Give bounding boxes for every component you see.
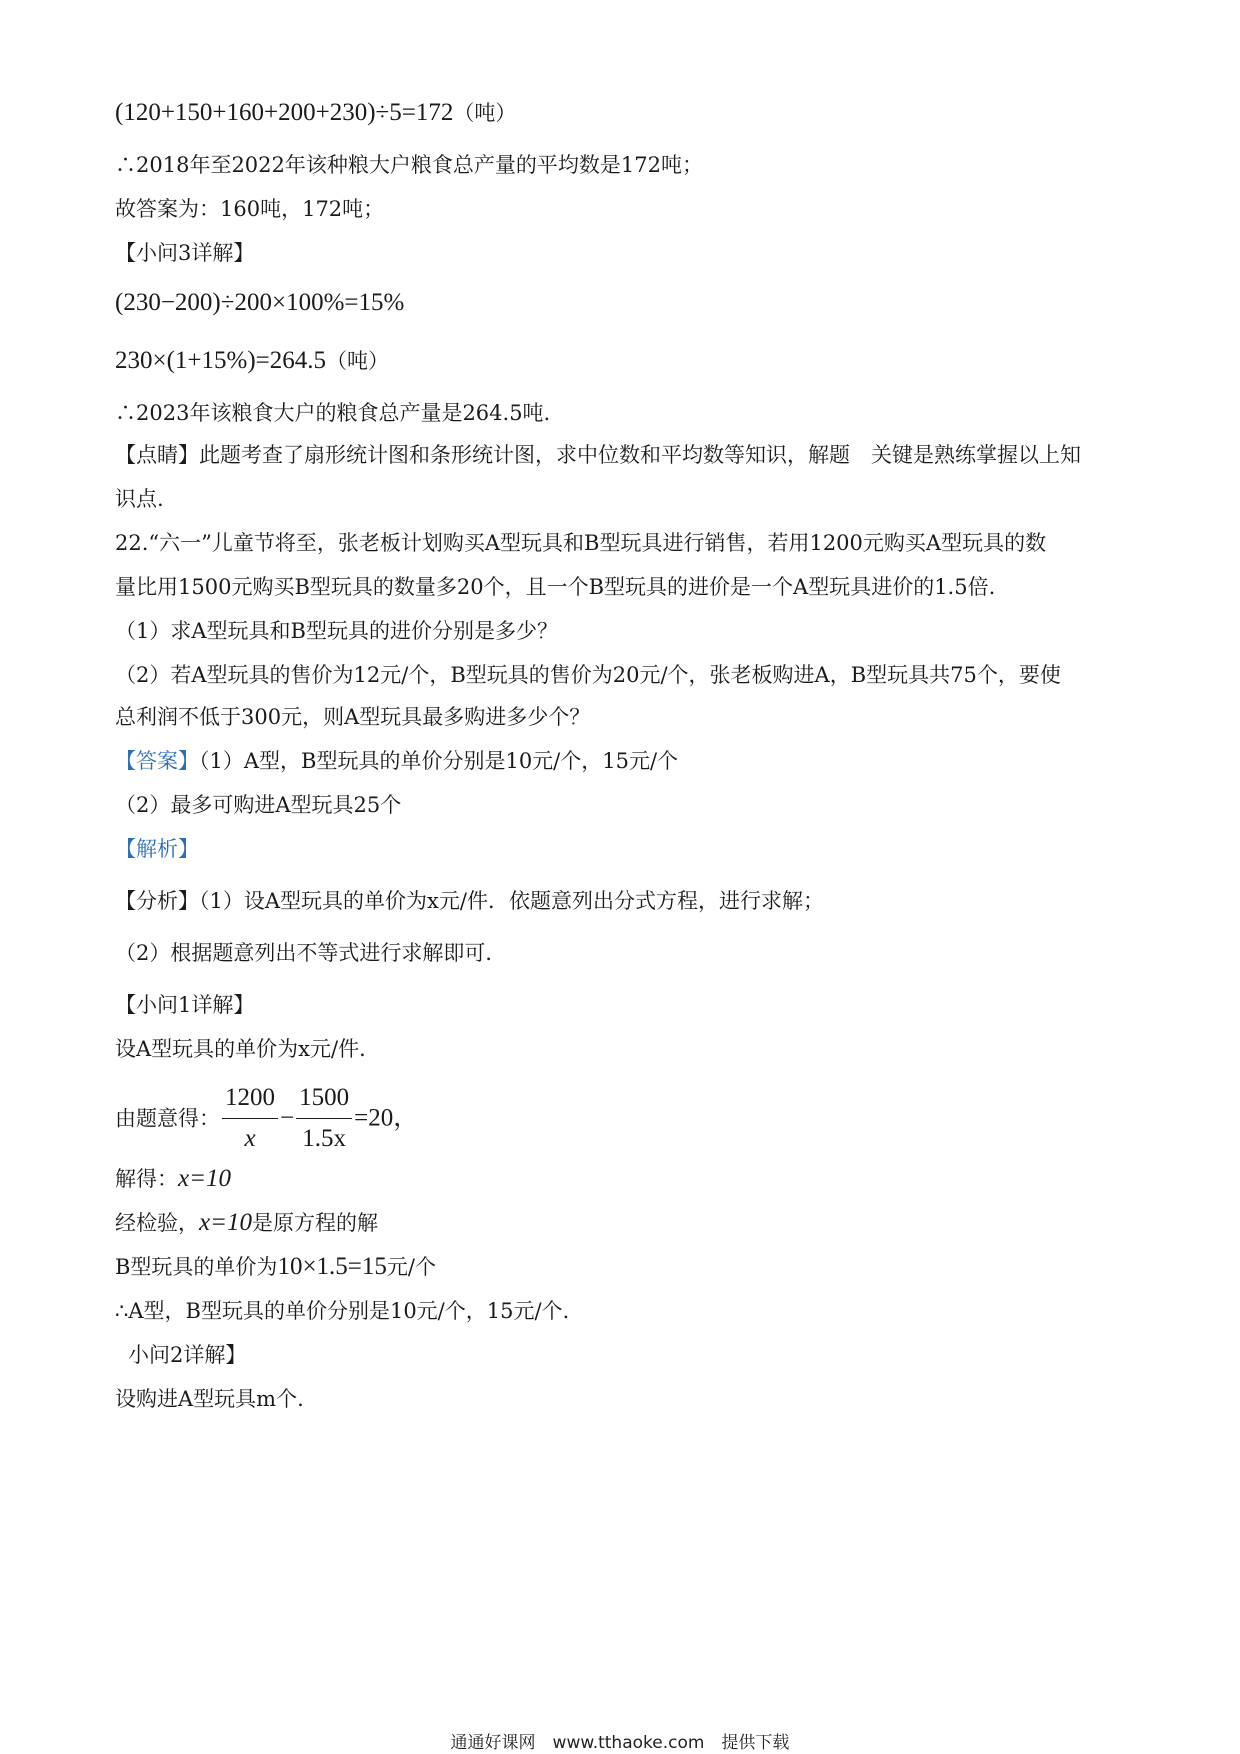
footer-watermark: 通通好课网 www.tthaoke.com 提供下载 xyxy=(450,1733,790,1753)
question-22-line-1: 22.“六一”儿童节将至，张老板计划购买A型玩具和B型玩具进行销售，若用1200元购买A型玩具的数 xyxy=(115,531,1047,555)
average-conclusion: ∴2018年至2022年该种粮大户粮食总产量的平均数是172吨； xyxy=(115,153,703,177)
fraction-equation-line: 由题意得： $\frac{1200}{x}$ − $\frac{1500}{1.5x}$ =20， xyxy=(115,1080,418,1157)
comment-line-1: 【点睛】此题考查了扇形统计图和条形统计图，求中位数和平均数等知识，解题 关键是熟练掌握以上知 xyxy=(115,443,1081,467)
final-q1-line: ∴A型，B型玩具的单价分别是10元/个，15元/个. xyxy=(115,1299,570,1323)
analysis-tag: 【解析】 xyxy=(115,837,199,861)
fraction-1200-over-x: $\frac{1200}{x}$ xyxy=(222,1080,278,1157)
let-x-line: 设A型玩具的单价为x元/件． xyxy=(115,1037,381,1061)
answer-line: 故答案为：160吨，172吨； xyxy=(115,197,385,221)
answer-part-2: （2）最多可购进A型玩具25个 xyxy=(115,793,402,817)
heading-q1: 【小问1详解】 xyxy=(115,993,255,1017)
question-22-part-2-line-2: 总利润不低于300元，则A型玩具最多购进多少个？ xyxy=(115,705,591,729)
b-price-line: B型玩具的单价为10×1.5=15元/个 xyxy=(115,1253,436,1280)
fenxi-line-2: （2）根据题意列出不等式进行求解即可． xyxy=(115,941,507,965)
equation-2023: 230×(1+15%)=264.5（吨） xyxy=(115,347,390,374)
equation-growth-rate: (230−200)÷200×100%=15% xyxy=(115,289,405,316)
conclusion-2023: ∴2023年该粮食大户的粮食总产量是264.5吨. xyxy=(115,401,551,425)
equation-average: (120+150+160+200+230)÷5=172（吨） xyxy=(115,99,517,126)
fenxi-line-1: 【分析】（1）设A型玩具的单价为x元/件．依题意列出分式方程，进行求解； xyxy=(115,889,824,913)
answer-part-1: 【答案】（1）A型，B型玩具的单价分别是10元/个，15元/个 xyxy=(115,749,679,773)
heading-q3: 【小问3详解】 xyxy=(115,241,255,265)
question-22-part-1: （1）求A型玩具和B型玩具的进价分别是多少？ xyxy=(115,619,558,643)
heading-q2: 小问2详解】 xyxy=(128,1343,247,1367)
question-22-line-2: 量比用1500元购买B型玩具的数量多20个，且一个B型玩具的进价是一个A型玩具进价的1.5倍. xyxy=(115,575,996,599)
solve-line: 解得：x=10 xyxy=(115,1165,231,1192)
fraction-1500-over-1-5x: $\frac{1500}{1.5x}$ xyxy=(296,1080,352,1157)
let-m-line: 设购进A型玩具m个. xyxy=(115,1387,304,1411)
comment-line-2: 识点. xyxy=(115,487,164,511)
answer-tag: 【答案】 xyxy=(115,749,199,773)
question-22-part-2-line-1: （2）若A型玩具的售价为12元/个，B型玩具的售价为20元/个，张老板购进A，B型玩具共75个，要使 xyxy=(115,663,1061,687)
check-line: 经检验，x=10是原方程的解 xyxy=(115,1209,378,1236)
